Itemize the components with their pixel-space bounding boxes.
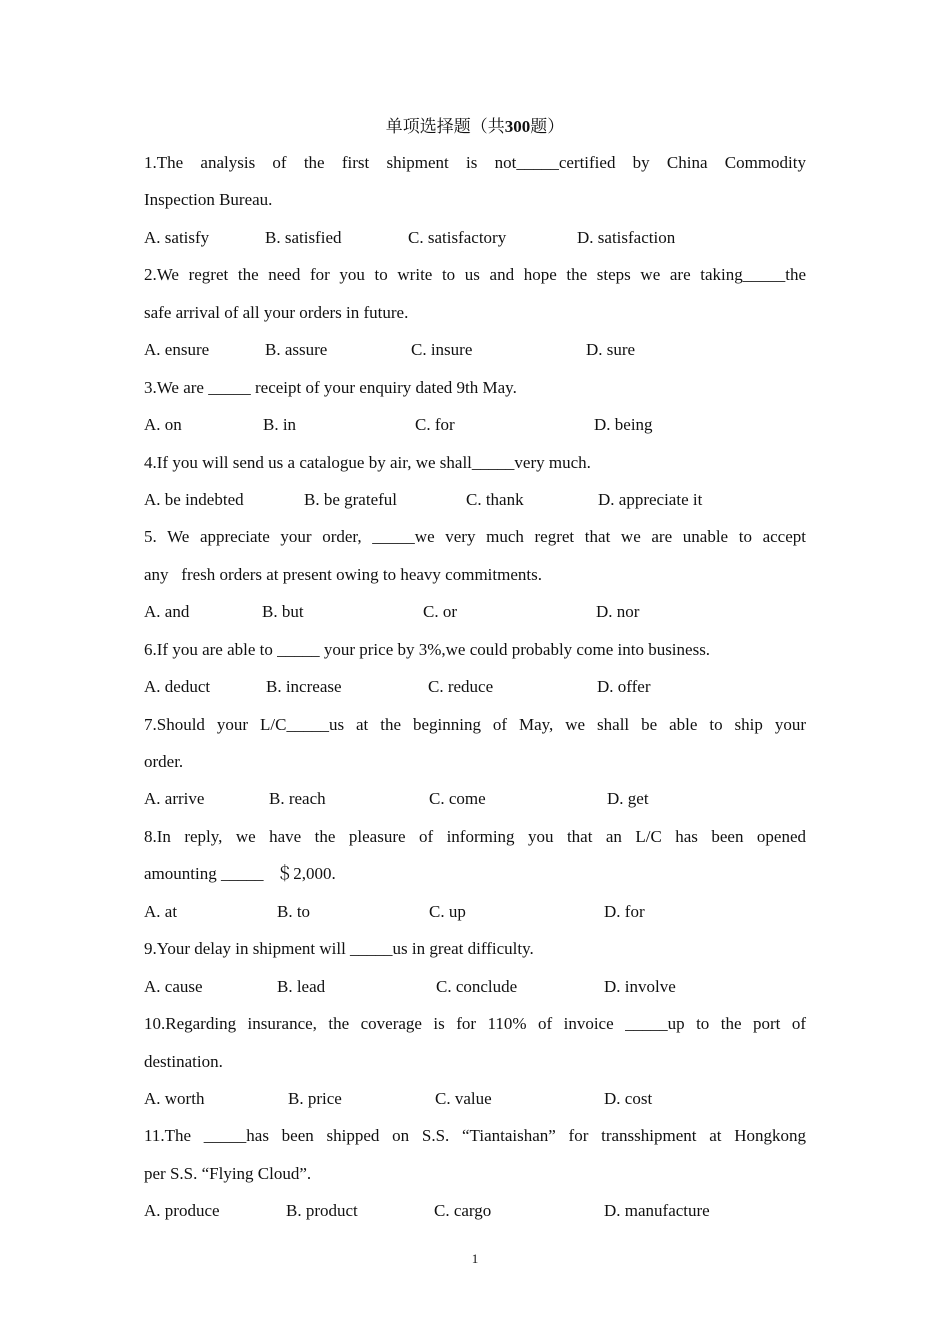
question-text-line: 10.Regarding insurance, the coverage is for 110% of invoice _____up to the port of bbox=[144, 1014, 806, 1034]
page-title bbox=[0, 116, 950, 138]
option-b: B. product bbox=[286, 1201, 358, 1221]
question-text-line: order. bbox=[144, 752, 184, 771]
option-d: D. manufacture bbox=[604, 1201, 710, 1221]
options-row bbox=[144, 780, 806, 817]
option-c: C. cargo bbox=[434, 1201, 492, 1221]
question-text-line: 4.If you will send us a catalogue by air, we shall_____very much. bbox=[144, 452, 591, 472]
option-b: B. price bbox=[288, 1088, 342, 1108]
option-a: A. and bbox=[144, 602, 190, 622]
option-d: D. offer bbox=[597, 677, 651, 697]
option-d: D. sure bbox=[586, 340, 636, 360]
question-2 bbox=[144, 256, 806, 368]
option-c: C. satisfactory bbox=[408, 227, 507, 247]
option-c: C. value bbox=[435, 1088, 492, 1108]
options-row bbox=[144, 406, 806, 443]
option-a: A. satisfy bbox=[144, 227, 210, 247]
option-c: C. for bbox=[415, 415, 455, 435]
options-row bbox=[144, 668, 806, 705]
option-a: A. deduct bbox=[144, 677, 211, 697]
question-text-line: 1.The analysis of the first shipment is not_____certified by China Commodity bbox=[144, 153, 806, 172]
title-suffix: 题） bbox=[530, 117, 565, 136]
options-row bbox=[144, 219, 806, 256]
question-text-line: 6.If you are able to _____ your price by 3%,we could probably come into business. bbox=[144, 639, 711, 659]
question-text-line: 3.We are _____ receipt of your enquiry dated 9th May. bbox=[144, 377, 517, 397]
options-row bbox=[144, 481, 806, 518]
question-text-line: per S.S. “Flying Cloud”. bbox=[144, 1163, 312, 1183]
option-b: B. to bbox=[277, 901, 311, 921]
question-text-line: amounting _____ ＄2,000. bbox=[144, 864, 336, 884]
option-d: D. being bbox=[594, 415, 653, 435]
option-d: D. satisfaction bbox=[577, 227, 676, 247]
option-c: C. reduce bbox=[428, 677, 494, 697]
question-text-line: 11.The _____has been shipped on S.S. “Tiantaishan” for transshipment at Hongkong bbox=[144, 1126, 806, 1146]
question-text-line: 2.We regret the need for you to write to us and hope the steps we are taking_____the bbox=[144, 265, 806, 285]
question-text-line: 7.Should your L/C_____us at the beginning of May, we shall be able to ship your bbox=[144, 714, 806, 734]
options-row bbox=[144, 968, 806, 1005]
question-11 bbox=[144, 1117, 806, 1229]
option-a: A. cause bbox=[144, 976, 203, 996]
option-a: A. on bbox=[144, 415, 182, 435]
options-row bbox=[144, 593, 806, 630]
options-row bbox=[144, 331, 806, 368]
option-c: C. come bbox=[429, 789, 486, 809]
question-list bbox=[144, 144, 806, 1230]
question-8 bbox=[144, 818, 806, 930]
option-b: B. increase bbox=[266, 677, 342, 697]
option-d: D. for bbox=[604, 901, 645, 921]
option-a: A. ensure bbox=[144, 340, 210, 360]
option-c: C. conclude bbox=[436, 976, 518, 996]
question-text-line: Inspection Bureau. bbox=[144, 190, 273, 210]
title-prefix: 单项选择题（共 bbox=[385, 117, 505, 136]
option-d: D. nor bbox=[596, 602, 640, 622]
option-d: D. cost bbox=[604, 1088, 653, 1108]
question-text-line: any fresh orders at present owing to heavy commitments. bbox=[144, 564, 542, 584]
option-b: B. satisfied bbox=[265, 227, 342, 247]
option-c: C. up bbox=[429, 901, 466, 921]
question-text-line: destination. bbox=[144, 1051, 223, 1071]
options-row bbox=[144, 1192, 806, 1229]
option-d: D. involve bbox=[604, 976, 676, 996]
option-c: C. insure bbox=[411, 340, 473, 360]
option-a: A. be indebted bbox=[144, 489, 244, 509]
question-7 bbox=[144, 706, 806, 818]
option-a: A. produce bbox=[144, 1201, 220, 1221]
option-c: C. or bbox=[423, 602, 457, 622]
option-b: B. reach bbox=[269, 789, 326, 809]
question-9 bbox=[144, 930, 806, 1005]
question-3 bbox=[144, 369, 806, 444]
question-text-line: 9.Your delay in shipment will _____us in great difficulty. bbox=[144, 939, 534, 959]
option-a: A. at bbox=[144, 901, 178, 921]
page-number: 1 bbox=[471, 1251, 479, 1266]
option-b: B. but bbox=[262, 602, 304, 622]
option-b: B. be grateful bbox=[304, 489, 397, 509]
option-b: B. lead bbox=[277, 976, 326, 996]
option-b: B. in bbox=[263, 415, 297, 435]
option-a: A. worth bbox=[144, 1088, 205, 1108]
option-d: D. appreciate it bbox=[598, 489, 703, 509]
question-1 bbox=[144, 144, 806, 256]
option-c: C. thank bbox=[466, 489, 524, 509]
question-5 bbox=[144, 518, 806, 630]
question-text-line: 8.In reply, we have the pleasure of informing you that an L/C has been opened bbox=[144, 826, 806, 846]
option-b: B. assure bbox=[265, 340, 328, 360]
question-text-line: safe arrival of all your orders in future. bbox=[144, 302, 409, 322]
option-a: A. arrive bbox=[144, 789, 205, 809]
question-4 bbox=[144, 444, 806, 519]
title-count: 300 bbox=[504, 117, 531, 136]
question-10 bbox=[144, 1005, 806, 1117]
question-text-line: 5. We appreciate your order, _____we very much regret that we are unable to accept bbox=[144, 527, 806, 547]
options-row bbox=[144, 1080, 806, 1117]
question-6 bbox=[144, 631, 806, 706]
options-row bbox=[144, 893, 806, 930]
option-d: D. get bbox=[607, 789, 649, 809]
